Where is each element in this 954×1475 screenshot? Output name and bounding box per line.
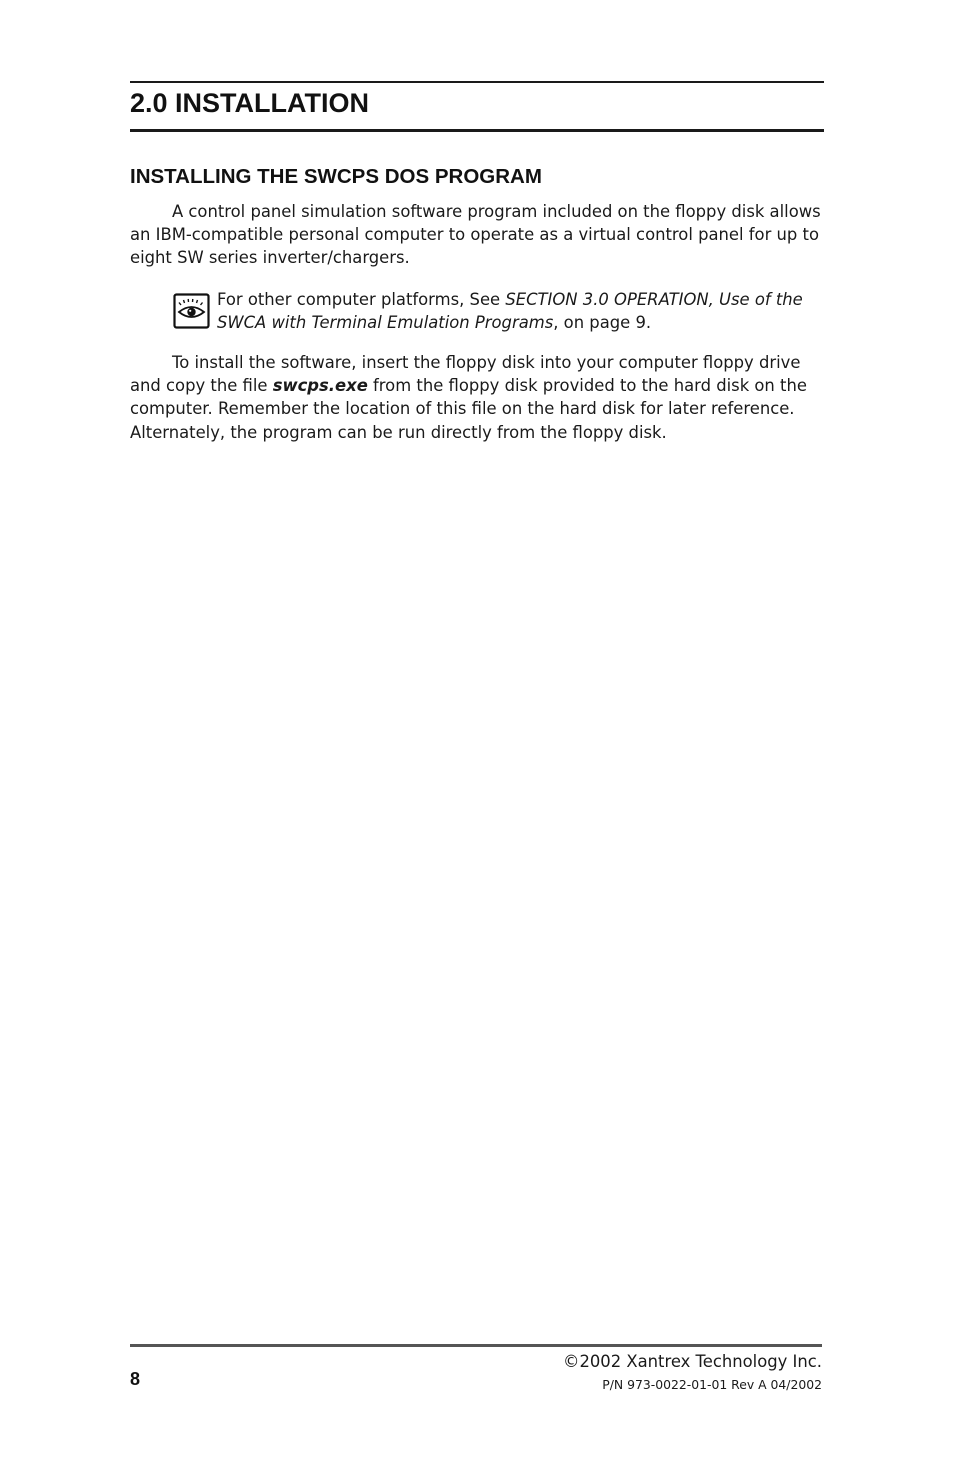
- title-rule: [130, 129, 824, 132]
- intro-paragraph: [130, 200, 824, 270]
- install-paragraph: [130, 351, 824, 444]
- sub-heading: INSTALLING THE SWCPS DOS PROGRAM: [130, 165, 542, 188]
- note-reference: SECTION 3.0 OPERATION, Use of the SWCA with Terminal Emulation Programs: [217, 290, 803, 333]
- footer-rule: [130, 1344, 822, 1347]
- eye-icon: [173, 293, 210, 329]
- page-number: 8: [130, 1369, 141, 1389]
- part-number: P/N 973-0022-01-01 Rev A 04/2002: [602, 1377, 822, 1392]
- intro-paragraph-text: A control panel simulation software program included on the floppy disk allows an IBM-compatible personal computer to operate as a virtual control panel for up to eight SW series inverter/chargers.: [130, 202, 821, 268]
- note-text-after: , on page 9.: [553, 313, 652, 333]
- install-text-part1: To install the software, insert the floppy disk into your computer floppy drive and copy the file: [130, 353, 801, 396]
- install-text-part2: from the floppy disk provided to the hard disk on the computer. Remember the location of this file on the hard disk for later reference. Alternately, the program can be run directly from the floppy disk.: [130, 376, 807, 442]
- note-text: [217, 288, 824, 334]
- top-rule: [130, 81, 824, 83]
- note-text-before: For other computer platforms, See: [217, 290, 506, 309]
- copyright: ©2002 Xantrex Technology Inc.: [563, 1352, 822, 1371]
- filename: swcps.exe: [272, 376, 368, 396]
- section-title: 2.0 INSTALLATION: [130, 88, 370, 118]
